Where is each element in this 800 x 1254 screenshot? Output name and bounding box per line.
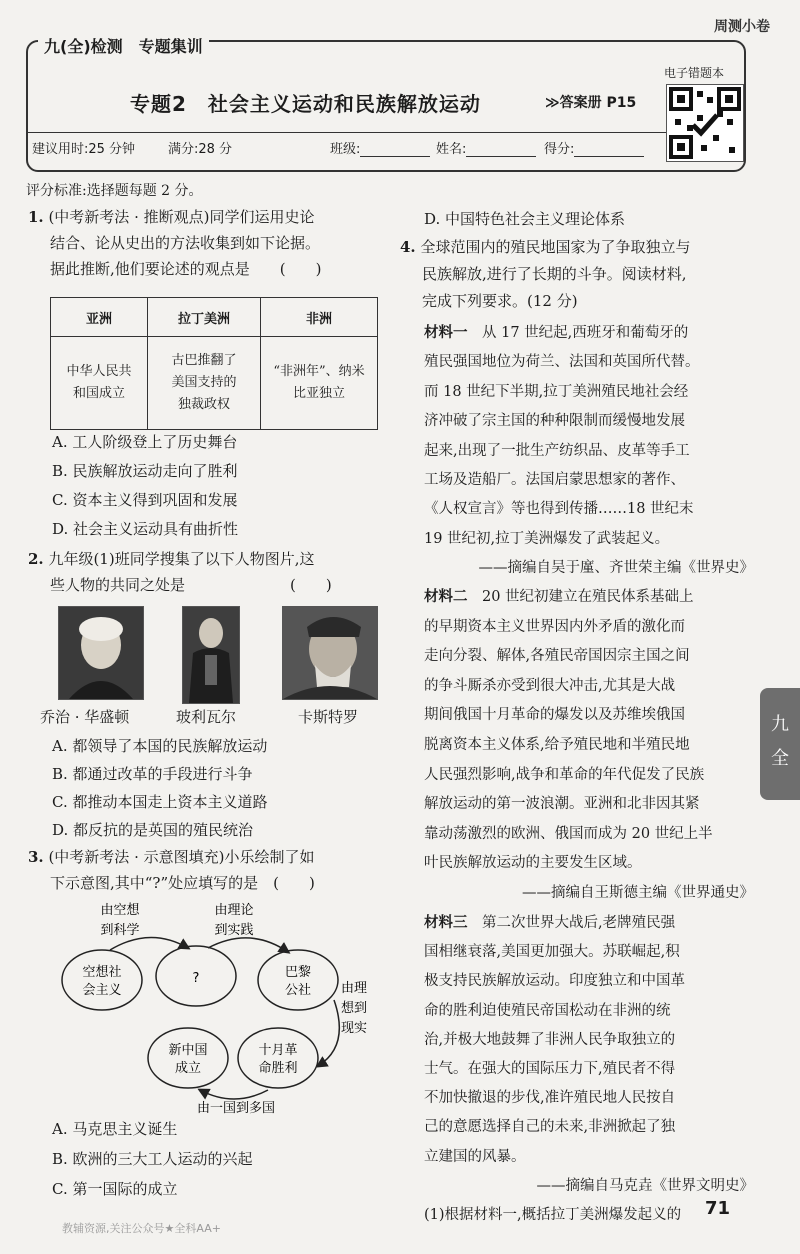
- q1-stem-line3: 据此推断,他们要论述的观点是 ( ): [50, 260, 322, 278]
- q3-option-a[interactable]: A. 马克思主义诞生: [52, 1120, 178, 1138]
- label-one-to-many: 由一国到多国: [196, 1101, 276, 1116]
- q2-option-d[interactable]: D. 都反抗的是英国的殖民统治: [52, 821, 254, 839]
- table-cell-africa: “非洲年”、纳米 比亚独立: [261, 337, 378, 430]
- q1-option-b[interactable]: B. 民族解放运动走向了胜利: [52, 462, 238, 480]
- material-three: [424, 908, 764, 1230]
- side-label-1: 由理: [340, 981, 368, 996]
- q3-stem-line1: (中考新考法 · 示意图填充)小乐绘制了如: [48, 848, 315, 866]
- m3-line: 治,并极大地鼓舞了非洲人民争取独立的: [424, 1031, 676, 1048]
- q1-option-d-continued[interactable]: D. 中国特色社会主义理论体系: [424, 210, 626, 228]
- footer-watermark: 教辅资源,关注公众号★全科AA+: [62, 1222, 221, 1235]
- m3-source: ——摘编自马克垚《世界文明史》: [536, 1177, 754, 1194]
- m2-line: 的早期资本主义世界因内外矛盾的激化而: [424, 618, 685, 635]
- q4-number: 4.: [400, 238, 416, 256]
- m2-line: 的争斗厮杀亦受到很大冲击,尤其是大战: [424, 677, 676, 694]
- node5-text-1: 十月革: [258, 1043, 298, 1058]
- side-label-3: 现实: [340, 1021, 368, 1036]
- table-header-latin-america: 拉丁美洲: [148, 298, 261, 337]
- m1-line: 殖民强国地位为荷兰、法国和英国所代替。: [424, 354, 700, 371]
- q3-option-b[interactable]: B. 欧洲的三大工人运动的兴起: [52, 1150, 253, 1168]
- q2-number: 2.: [28, 550, 44, 568]
- table-cell-latin-america: 古巴推翻了 美国支持的 独裁政权: [148, 337, 261, 430]
- full-score: 满分:28 分: [168, 142, 233, 157]
- node1-text-2: 会主义: [82, 983, 122, 998]
- section-label: 九(全)检测 专题集训: [38, 34, 209, 57]
- class-label: 班级:: [330, 142, 361, 157]
- m2-line: 走向分裂、解体,各殖民帝国因宗主国之间: [424, 648, 690, 665]
- material-two: [424, 582, 764, 909]
- q1-option-a[interactable]: A. 工人阶级登上了历史舞台: [52, 433, 238, 451]
- m1-source: ——摘编自吴于廑、齐世荣主编《世界史》: [478, 560, 754, 577]
- qr-code-icon[interactable]: [666, 84, 744, 162]
- m3-line: 极支持民族解放运动。印度独立和中国革: [424, 973, 685, 990]
- m2-source: ——摘编自王斯德主编《世界通史》: [522, 884, 754, 901]
- m3-line: 己的意愿选择自己的未来,非洲掀起了独: [424, 1119, 676, 1136]
- score-label: 得分:: [544, 142, 575, 157]
- node5-text-2: 命胜利: [258, 1061, 298, 1076]
- m3-line: 第二次世界大战后,老牌殖民强: [467, 915, 676, 931]
- m1-line: 从 17 世纪起,西班牙和葡萄牙的: [467, 325, 689, 341]
- side-label-2: 想到: [340, 1001, 368, 1016]
- q2-option-a[interactable]: A. 都领导了本国的民族解放运动: [52, 737, 268, 755]
- q1-stem-line1: (中考新考法 · 推断观点)同学们运用史论: [48, 208, 315, 226]
- q4-stem-line1: 全球范围内的殖民地国家为了争取独立与: [420, 238, 691, 256]
- m3-line: 立建国的风暴。: [424, 1148, 526, 1165]
- q1-table: [50, 297, 378, 430]
- m1-line: 济冲破了宗主国的种种限制而缓慢地发展: [424, 413, 685, 430]
- node-paris-commune: [258, 950, 338, 1010]
- q2-options: [52, 732, 267, 844]
- caption-washington: 乔治 · 华盛顿: [40, 708, 130, 726]
- caption-bolivar: 玻利瓦尔: [176, 708, 237, 726]
- node-new-china: [148, 1028, 228, 1088]
- q2-stem-line2: 些人物的共同之处是 ( ): [50, 576, 332, 594]
- m3-title: 材料三: [424, 914, 468, 931]
- m2-line: 叶民族解放运动的主要发生区域。: [424, 855, 642, 872]
- castro-photo: [282, 606, 378, 700]
- m2-line: 期间俄国十月革命的爆发以及苏维埃俄国: [424, 707, 685, 724]
- node3-text-1: 巴黎: [284, 965, 312, 980]
- q1-number: 1.: [28, 208, 44, 226]
- node-utopian-socialism: [62, 950, 142, 1010]
- m3-line: 不加快撤退的步伐,准许殖民地人民按自: [424, 1090, 676, 1107]
- weekly-test-tag: 周测小卷: [714, 19, 770, 35]
- q2-option-b[interactable]: B. 都通过改革的手段进行斗争: [52, 765, 253, 783]
- m2-line: 靠动荡激烈的欧洲、俄国而成为 20 世纪上半: [424, 825, 713, 842]
- name-field[interactable]: [436, 138, 536, 157]
- m2-title: 材料二: [424, 588, 468, 605]
- m1-line: 起来,出现了一批生产纺织品、皮革等手工: [424, 442, 690, 459]
- m1-line: 《人权宣言》等也得到传播……18 世纪末: [424, 501, 694, 518]
- node1-text-1: 空想社: [82, 965, 122, 980]
- m1-title: 材料一: [424, 324, 468, 341]
- washington-portrait: [58, 606, 144, 700]
- m1-line: 19 世纪初,拉丁美洲爆发了武装起义。: [424, 530, 670, 547]
- question-2: [28, 546, 332, 598]
- qr-label: 电子错题本: [664, 66, 725, 80]
- m2-line: 20 世纪初建立在殖民体系基础上: [467, 589, 694, 605]
- page-title: 专题2 社会主义运动和民族解放运动: [130, 92, 481, 116]
- node4-text-1: 新中国: [168, 1043, 208, 1058]
- side-tab-char-2: 全: [771, 748, 789, 769]
- grade-side-tab: [760, 688, 800, 800]
- q1-option-d[interactable]: D. 社会主义运动具有曲折性: [52, 520, 239, 538]
- node4-text-2: 成立: [174, 1061, 202, 1076]
- score-field[interactable]: [544, 138, 644, 157]
- m3-line: 士气。在强大的国际压力下,殖民者不得: [424, 1061, 676, 1078]
- q4-stem-line3: 完成下列要求。(12 分): [422, 292, 578, 310]
- label-utopia-to-science: 由空想: [100, 903, 140, 918]
- question-4: [400, 234, 750, 315]
- q3-stem-line2: 下示意图,其中“?”处应填写的是 ( ): [50, 874, 315, 892]
- m2-line: 人民强烈影响,战争和革命的年代促发了民族: [424, 766, 705, 783]
- q1-option-c[interactable]: C. 资本主义得到巩固和发展: [52, 491, 238, 509]
- page-number: 71: [704, 1198, 730, 1219]
- table-header-asia: 亚洲: [51, 298, 148, 337]
- label-utopia-to-science-2: 到科学: [100, 923, 140, 938]
- header-divider: [26, 132, 666, 133]
- q4-sub1: (1)根据材料一,概括拉丁美洲爆发起义的: [424, 1207, 682, 1224]
- q4-stem-line2: 民族解放,进行了长期的斗争。阅读材料,: [422, 265, 687, 283]
- q3-diagram: [50, 896, 390, 1116]
- label-theory-to-practice-2: 到实践: [214, 923, 254, 938]
- question-3: [28, 844, 315, 896]
- m3-line: 命的胜利迫使殖民帝国松动在非洲的统: [424, 1002, 671, 1019]
- answer-reference: ≫答案册 P15: [545, 95, 637, 111]
- scoring-standard: 评分标准:选择题每题 2 分。: [26, 183, 203, 199]
- q3-options: [52, 1114, 253, 1204]
- suggested-time: 建议用时:25 分钟: [32, 142, 136, 157]
- label-theory-to-practice: 由理论: [214, 903, 254, 918]
- m1-line: 工场及造船厂。法国启蒙思想家的著作、: [424, 472, 685, 489]
- side-tab-char-1: 九: [771, 714, 789, 735]
- name-label: 姓名:: [436, 142, 467, 157]
- m1-line: 而 18 世纪下半期,拉丁美洲殖民地社会经: [424, 383, 689, 400]
- bolivar-portrait: [182, 606, 240, 704]
- q1-options: [52, 428, 238, 544]
- node-october-revolution: [238, 1028, 318, 1088]
- question-1: [28, 204, 321, 282]
- caption-castro: 卡斯特罗: [298, 708, 359, 726]
- material-one: [424, 318, 764, 584]
- m2-line: 解放运动的第一波浪潮。亚洲和北非因其紧: [424, 796, 700, 813]
- q3-number: 3.: [28, 848, 44, 866]
- q1-stem-line2: 结合、论从史出的方法收集到如下论据。: [50, 234, 321, 252]
- q3-option-c[interactable]: C. 第一国际的成立: [52, 1180, 178, 1198]
- node2-text: ?: [192, 971, 200, 986]
- table-cell-asia: 中华人民共 和国成立: [51, 337, 148, 430]
- class-field[interactable]: [330, 138, 430, 157]
- node3-text-2: 公社: [284, 983, 312, 998]
- q2-option-c[interactable]: C. 都推动本国走上资本主义道路: [52, 793, 268, 811]
- q2-stem-line1: 九年级(1)班同学搜集了以下人物图片,这: [48, 550, 315, 568]
- m3-line: 国相继衰落,美国更加强大。苏联崛起,积: [424, 944, 680, 961]
- table-header-africa: 非洲: [261, 298, 378, 337]
- m2-line: 脱离资本主义体系,给予殖民地和半殖民地: [424, 736, 690, 753]
